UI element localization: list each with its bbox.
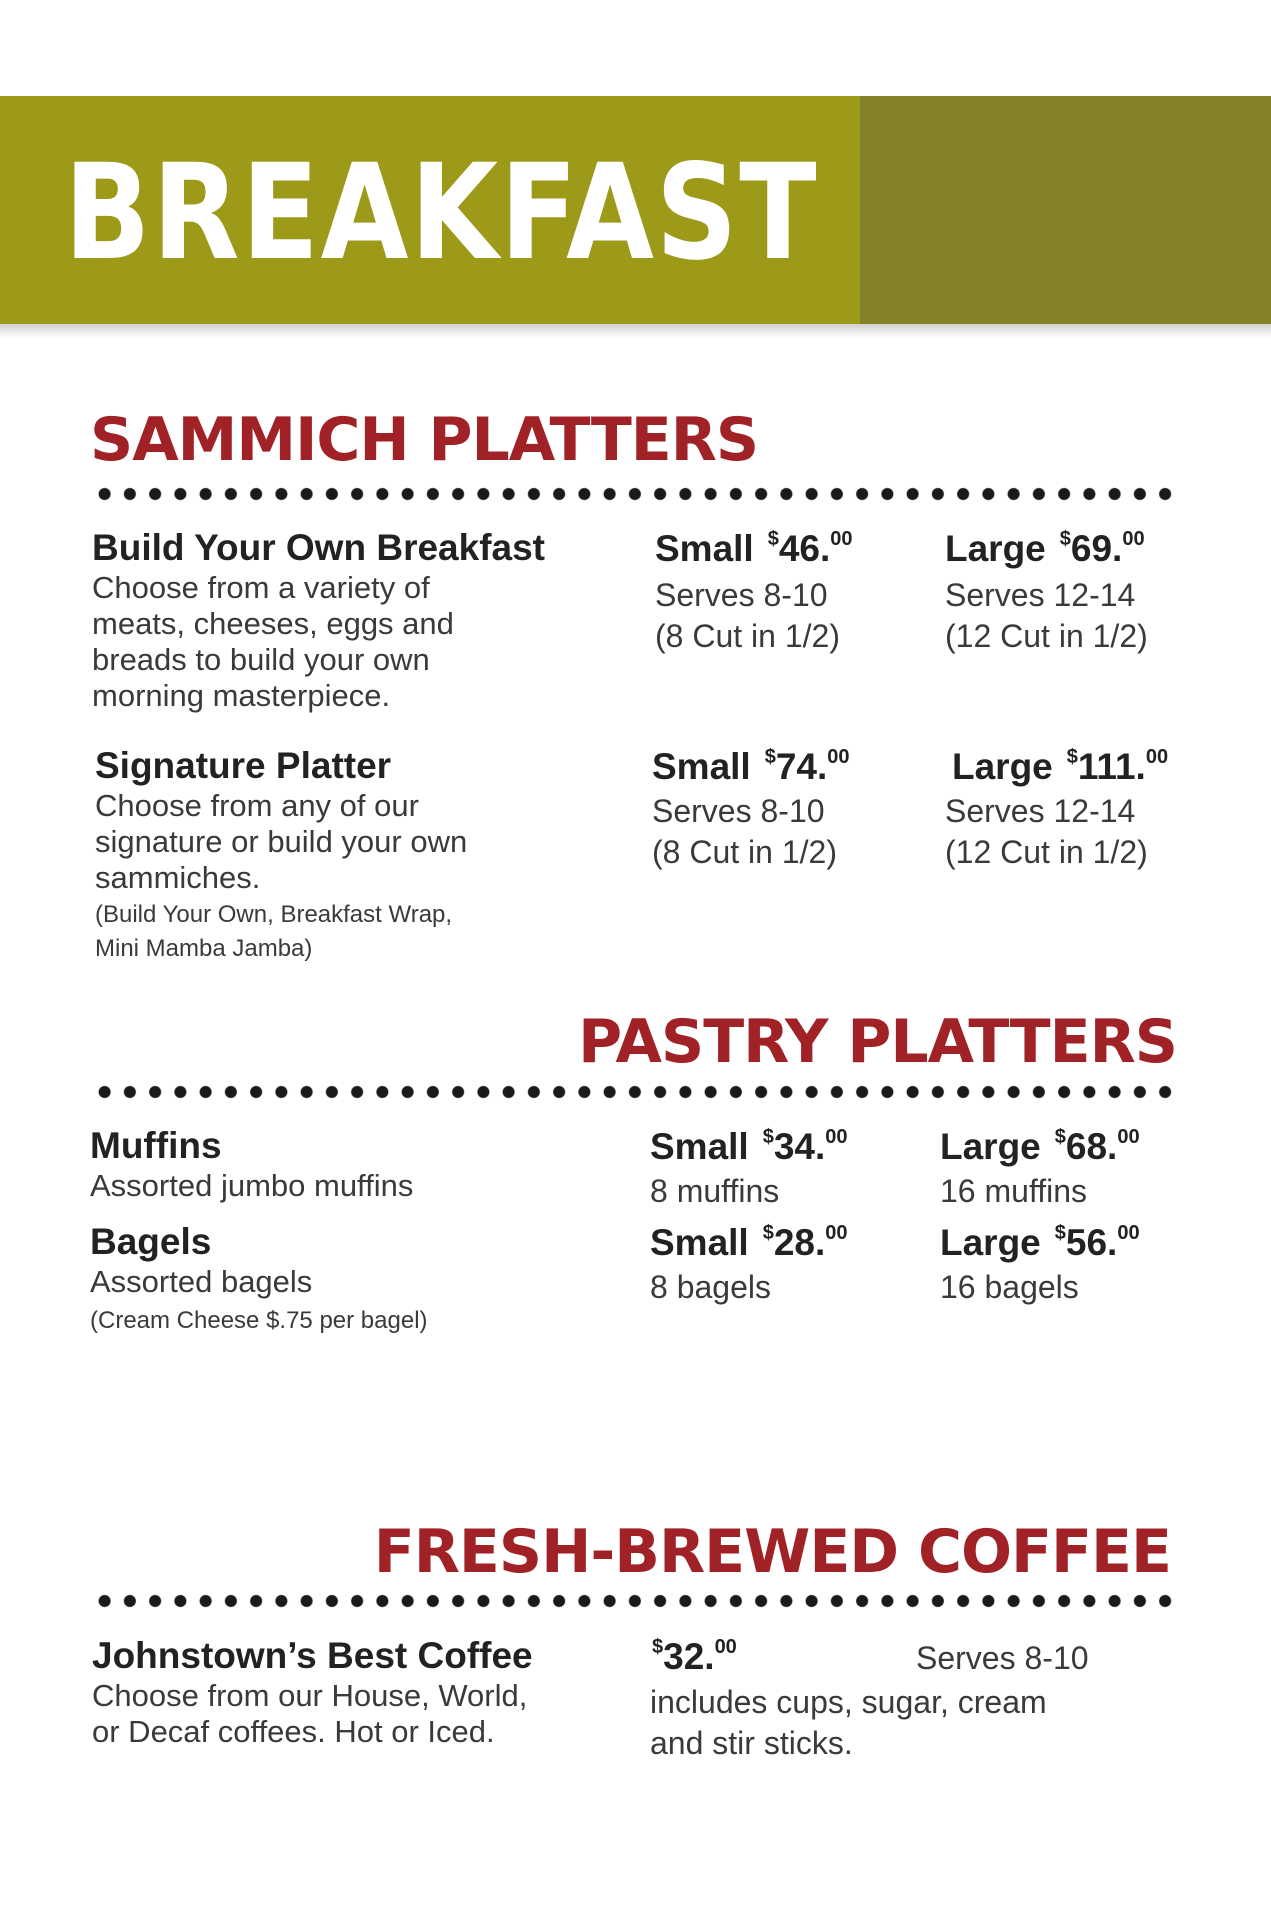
section-title-sammich: SAMMICH PLATTERS: [90, 405, 759, 475]
currency-symbol: $: [1066, 746, 1078, 768]
item-name-johnstowns-best-coffee: Johnstown’s Best Coffee: [92, 1635, 533, 1676]
banner-right-panel: [860, 96, 1271, 324]
serves-large-signature-platter: Serves 12-14 (12 Cut in 1/2): [945, 793, 1148, 870]
item-desc-bagels: Assorted bagels: [90, 1264, 313, 1299]
serves-coffee: Serves 8-10: [916, 1640, 1089, 1676]
serves-large-build-your-own: Serves 12-14 (12 Cut in 1/2): [945, 577, 1148, 654]
size-label: Small: [655, 528, 754, 569]
item-name-muffins: Muffins: [90, 1125, 222, 1166]
price-small-muffins: [650, 1126, 848, 1167]
price-cents: 00: [827, 746, 850, 768]
page-title: BREAKFAST: [64, 136, 819, 290]
price-coffee: [652, 1636, 737, 1677]
price-large-bagels: [940, 1222, 1140, 1263]
price-amount: 28.: [773, 1222, 826, 1263]
includes-coffee: includes cups, sugar, cream and stir sticks.: [650, 1684, 1047, 1761]
currency-symbol: $: [764, 746, 776, 768]
count-large-muffins: 16 muffins: [940, 1173, 1088, 1209]
count-small-bagels: 8 bagels: [650, 1269, 771, 1305]
price-cents: 00: [830, 528, 853, 550]
item-name-build-your-own: Build Your Own Breakfast: [92, 527, 545, 568]
price-large-signature-platter: [952, 746, 1168, 787]
size-label: Large: [952, 746, 1053, 787]
serves-small-build-your-own: Serves 8-10 (8 Cut in 1/2): [655, 577, 840, 654]
currency-symbol: $: [1054, 1126, 1066, 1148]
item-desc-coffee: Choose from our House, World, or Decaf coffees. Hot or Iced.: [92, 1678, 528, 1749]
item-note-signature-platter: (Build Your Own, Breakfast Wrap, Mini Mamba Jamba): [95, 901, 453, 962]
currency-symbol: $: [767, 528, 779, 550]
item-desc-muffins: Assorted jumbo muffins: [90, 1168, 414, 1203]
dotted-divider: [92, 1594, 1178, 1608]
currency-symbol: $: [762, 1222, 774, 1244]
serves-small-signature-platter: Serves 8-10 (8 Cut in 1/2): [652, 793, 837, 870]
price-amount: 68.: [1065, 1126, 1118, 1167]
item-name-signature-platter: Signature Platter: [95, 745, 392, 786]
currency-symbol: $: [762, 1126, 774, 1148]
currency-symbol: $: [1054, 1222, 1066, 1244]
price-cents: 00: [1145, 746, 1169, 768]
price-amount: 56.: [1065, 1222, 1118, 1263]
price-cents: 00: [1117, 1222, 1140, 1244]
item-name-bagels: Bagels: [90, 1221, 212, 1262]
price-small-bagels: [650, 1222, 848, 1263]
size-label: Small: [652, 746, 751, 787]
price-small-signature-platter: [652, 746, 850, 787]
item-desc-signature-platter: Choose from any of our signature or build your own sammiches.: [95, 788, 468, 895]
dotted-divider: [92, 487, 1178, 501]
size-label: Large: [945, 528, 1046, 569]
price-cents: 00: [825, 1126, 848, 1148]
size-label: Large: [940, 1126, 1041, 1167]
dotted-divider: [92, 1085, 1178, 1099]
count-large-bagels: 16 bagels: [940, 1269, 1079, 1305]
item-note-bagels: (Cream Cheese $.75 per bagel): [90, 1307, 428, 1334]
price-cents: 00: [1122, 528, 1145, 550]
size-label: Small: [650, 1222, 749, 1263]
price-amount: 74.: [775, 746, 828, 787]
price-amount: 34.: [773, 1126, 826, 1167]
price-amount: 32.: [663, 1636, 715, 1677]
size-label: Small: [650, 1126, 749, 1167]
price-small-build-your-own: [655, 528, 853, 569]
price-amount: 111.: [1077, 746, 1146, 787]
price-cents: 00: [714, 1636, 737, 1658]
price-large-muffins: [940, 1126, 1140, 1167]
banner-shadow: [0, 324, 1271, 338]
section-title-pastry: PASTRY PLATTERS: [578, 1007, 1177, 1077]
count-small-muffins: 8 muffins: [650, 1173, 780, 1209]
size-label: Large: [940, 1222, 1041, 1263]
price-amount: 46.: [778, 528, 831, 569]
breakfast-banner: [0, 96, 1271, 324]
currency-symbol: $: [652, 1636, 664, 1658]
price-cents: 00: [825, 1222, 848, 1244]
currency-symbol: $: [1059, 528, 1071, 550]
item-desc-build-your-own: Choose from a variety of meats, cheeses, eggs and breads to build your own morning masterpiece.: [92, 570, 454, 713]
price-cents: 00: [1117, 1126, 1140, 1148]
price-large-build-your-own: [945, 528, 1145, 569]
section-title-coffee: FRESH-BREWED COFFEE: [373, 1517, 1171, 1587]
price-amount: 69.: [1070, 528, 1123, 569]
